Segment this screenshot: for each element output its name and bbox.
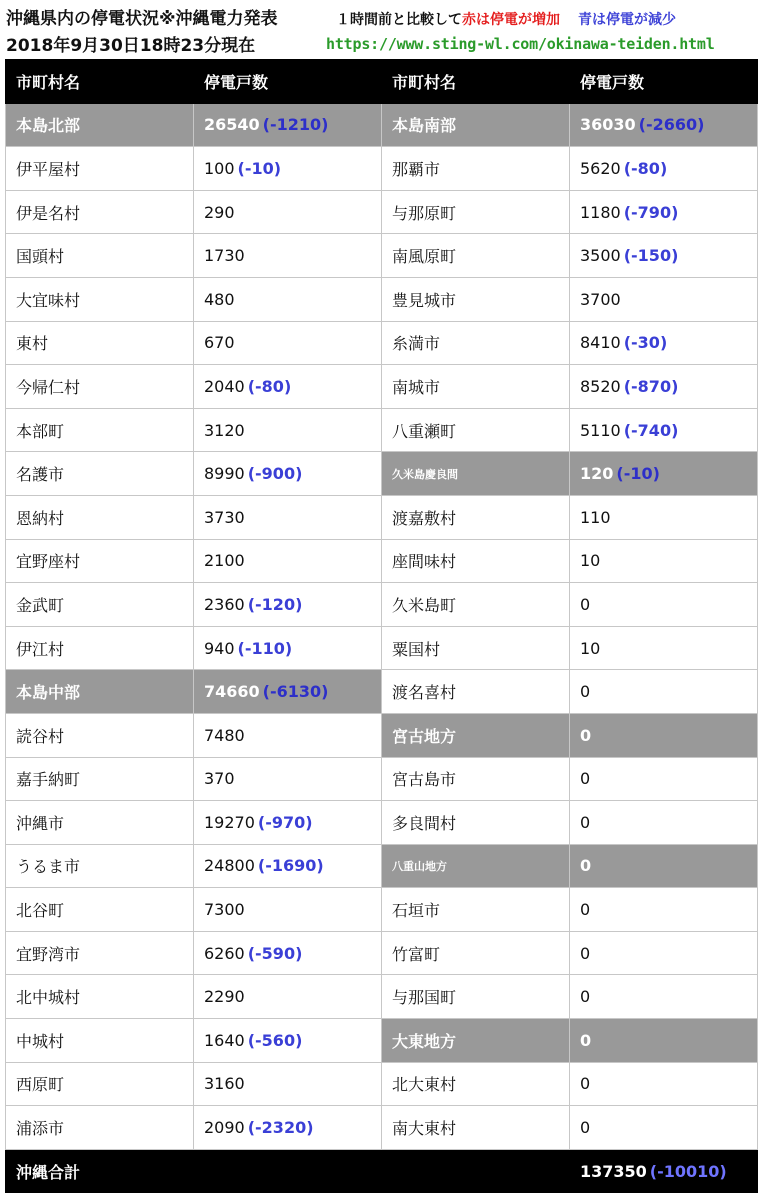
municipality-name: 多良間村 [382,801,570,845]
outage-count: 5110 [580,420,621,440]
outage-count: 480 [204,289,235,309]
municipality-name: 与那国町 [382,975,570,1019]
region-name: 本島南部 [382,103,570,147]
outage-count: 0 [580,682,591,702]
outage-count-cell [570,931,758,975]
outage-count-cell [194,975,382,1019]
municipality-name: 粟国村 [382,626,570,670]
outage-delta: (-2660) [638,115,705,135]
outage-delta: (-900) [247,464,303,484]
outage-count-cell [570,365,758,409]
municipality-name: 北谷町 [6,888,194,932]
municipality-name: 那覇市 [382,147,570,191]
table-header-row [6,60,758,104]
outage-count: 2090 [204,1118,245,1138]
table-row [6,365,758,409]
outage-delta: (-590) [247,943,303,963]
outage-count-cell [570,190,758,234]
table-row [6,190,758,234]
outage-count-cell [194,234,382,278]
outage-count: 3120 [204,420,245,440]
outage-count-cell [194,1062,382,1106]
outage-count: 0 [580,594,591,614]
page-title: 沖縄県内の停電状況※沖縄電力発表 [6,9,278,29]
table-row [6,801,758,845]
outage-table [5,59,758,1193]
region-name: 本島中部 [6,670,194,714]
table-row [6,321,758,365]
outage-count: 100 [204,158,235,178]
municipality-name: 恩納村 [6,495,194,539]
region-count-cell [570,713,758,757]
table-row [6,147,758,191]
outage-count: 7300 [204,900,245,920]
outage-delta: (-120) [247,594,303,614]
table-row [6,888,758,932]
outage-count: 6260 [204,943,245,963]
region-count-cell [570,103,758,147]
outage-count-cell [194,539,382,583]
outage-count: 2100 [204,551,245,571]
total-delta: (-10010) [649,1161,727,1181]
municipality-name: 中城村 [6,1019,194,1063]
region-count-cell [570,452,758,496]
outage-count: 5620 [580,158,621,178]
outage-count: 1730 [204,246,245,266]
table-row [6,757,758,801]
outage-count-cell [570,321,758,365]
outage-delta: (-560) [247,1030,303,1050]
outage-count: 7480 [204,725,245,745]
outage-count-cell [194,495,382,539]
outage-count: 36030 [580,115,636,135]
outage-count-cell [570,670,758,714]
outage-count: 2360 [204,594,245,614]
outage-delta: (-10) [237,158,282,178]
outage-count-cell [194,147,382,191]
timestamp: 2018年9月30日18時23分現在 [6,36,256,56]
outage-count: 670 [204,333,235,353]
legend [336,9,676,29]
legend-compare: １時間前と比較して [336,12,462,28]
table-row [6,713,758,757]
outage-count-cell [570,1062,758,1106]
table-row [6,277,758,321]
outage-count-cell [194,888,382,932]
legend-increase: 赤は停電が増加 [462,12,560,28]
region-count-cell [570,1019,758,1063]
column-header-municipality: 市町村名 [382,60,570,104]
outage-count: 0 [580,725,592,745]
outage-count: 3700 [580,289,621,309]
total-row [6,1149,758,1193]
region-name: 宮古地方 [382,713,570,757]
outage-count: 8410 [580,333,621,353]
outage-count: 0 [580,943,591,963]
table-row [6,1019,758,1063]
municipality-name: うるま市 [6,844,194,888]
outage-delta: (-740) [623,420,679,440]
outage-delta: (-30) [623,333,668,353]
outage-count-cell [570,495,758,539]
outage-count-cell [194,713,382,757]
outage-count: 2040 [204,376,245,396]
outage-count: 290 [204,202,235,222]
page-header [0,0,766,58]
outage-count-cell [194,321,382,365]
outage-count: 8520 [580,376,621,396]
municipality-name: 久米島町 [382,583,570,627]
outage-count-cell [194,408,382,452]
outage-count-cell [194,452,382,496]
municipality-name: 大宜味村 [6,277,194,321]
table-row [6,234,758,278]
outage-count: 3730 [204,507,245,527]
table-row [6,452,758,496]
region-count-cell [194,103,382,147]
municipality-name: 東村 [6,321,194,365]
outage-count: 940 [204,638,235,658]
outage-count: 0 [580,812,591,832]
outage-count-cell [194,1019,382,1063]
outage-count-cell [570,539,758,583]
outage-count: 8990 [204,464,245,484]
outage-count: 370 [204,769,235,789]
total-empty-cell [194,1149,382,1193]
outage-count: 3500 [580,246,621,266]
outage-delta: (-10) [616,464,660,484]
municipality-name: 宮古島市 [382,757,570,801]
total-count-cell [570,1149,758,1193]
municipality-name: 南風原町 [382,234,570,278]
outage-count: 10 [580,551,601,571]
outage-count-cell [194,801,382,845]
column-header-outages: 停電戸数 [570,60,758,104]
outage-count-cell [570,147,758,191]
municipality-name: 南城市 [382,365,570,409]
outage-count-cell [194,277,382,321]
outage-delta: (-870) [623,376,679,396]
municipality-name: 豊見城市 [382,277,570,321]
table-row [6,844,758,888]
table-row [6,408,758,452]
outage-count: 0 [580,1118,591,1138]
table-row [6,1062,758,1106]
outage-count: 10 [580,638,601,658]
municipality-name: 北大東村 [382,1062,570,1106]
municipality-name: 渡嘉敷村 [382,495,570,539]
outage-count: 3160 [204,1074,245,1094]
total-label: 沖縄合計 [6,1149,194,1193]
outage-count-cell [570,277,758,321]
outage-count: 26540 [204,115,260,135]
outage-count-cell [570,975,758,1019]
outage-count: 1180 [580,202,621,222]
table-row [6,931,758,975]
municipality-name: 本部町 [6,408,194,452]
outage-count-cell [570,888,758,932]
municipality-name: 伊平屋村 [6,147,194,191]
outage-count: 0 [580,1030,592,1050]
region-name: 久米島慶良間 [382,452,570,496]
outage-count: 2290 [204,987,245,1007]
outage-delta: (-80) [247,376,292,396]
column-header-outages: 停電戸数 [194,60,382,104]
total-count: 137350 [580,1161,647,1181]
outage-delta: (-150) [623,246,679,266]
outage-count-cell [570,626,758,670]
outage-count: 24800 [204,856,255,876]
municipality-name: 宜野湾市 [6,931,194,975]
municipality-name: 伊是名村 [6,190,194,234]
region-name: 八重山地方 [382,844,570,888]
outage-count: 0 [580,987,591,1007]
region-name: 本島北部 [6,103,194,147]
outage-delta: (-80) [623,158,668,178]
municipality-name: 今帰仁村 [6,365,194,409]
outage-count: 0 [580,769,591,789]
outage-count: 120 [580,464,614,484]
outage-count-cell [194,1106,382,1150]
municipality-name: 金武町 [6,583,194,627]
outage-count-cell [194,583,382,627]
outage-count-cell [570,801,758,845]
outage-count-cell [194,757,382,801]
outage-count-cell [194,931,382,975]
outage-count-cell [570,757,758,801]
outage-count-cell [194,844,382,888]
municipality-name: 沖縄市 [6,801,194,845]
municipality-name: 名護市 [6,452,194,496]
table-row [6,495,758,539]
region-name: 大東地方 [382,1019,570,1063]
outage-count-cell [570,583,758,627]
municipality-name: 石垣市 [382,888,570,932]
table-row [6,975,758,1019]
outage-delta: (-970) [257,812,313,832]
table-row [6,626,758,670]
municipality-name: 読谷村 [6,713,194,757]
municipality-name: 南大東村 [382,1106,570,1150]
total-empty-cell [382,1149,570,1193]
table-body [6,103,758,1149]
outage-count-cell [570,1106,758,1150]
municipality-name: 嘉手納町 [6,757,194,801]
municipality-name: 宜野座村 [6,539,194,583]
outage-count: 0 [580,856,592,876]
table-row [6,103,758,147]
table-row [6,539,758,583]
outage-delta: (-790) [623,202,679,222]
municipality-name: 糸満市 [382,321,570,365]
outage-count-cell [194,190,382,234]
outage-delta: (-1210) [262,115,329,135]
source-url: https://www.sting-wl.com/okinawa-teiden.html [326,35,715,53]
municipality-name: 渡名喜村 [382,670,570,714]
outage-count-cell [570,408,758,452]
municipality-name: 北中城村 [6,975,194,1019]
region-count-cell [570,844,758,888]
legend-decrease: 青は停電が減少 [578,12,676,28]
outage-count: 110 [580,507,611,527]
municipality-name: 与那原町 [382,190,570,234]
outage-count: 19270 [204,812,255,832]
municipality-name: 座間味村 [382,539,570,583]
outage-count: 0 [580,1074,591,1094]
municipality-name: 竹富町 [382,931,570,975]
outage-delta: (-110) [237,638,293,658]
outage-count-cell [570,234,758,278]
outage-delta: (-1690) [257,856,324,876]
outage-delta: (-6130) [262,682,329,702]
outage-count: 0 [580,900,591,920]
region-count-cell [194,670,382,714]
outage-count: 1640 [204,1030,245,1050]
table-row [6,583,758,627]
column-header-municipality: 市町村名 [6,60,194,104]
outage-count: 74660 [204,682,260,702]
municipality-name: 八重瀬町 [382,408,570,452]
outage-count-cell [194,365,382,409]
table-row [6,1106,758,1150]
outage-count-cell [194,626,382,670]
municipality-name: 西原町 [6,1062,194,1106]
municipality-name: 国頭村 [6,234,194,278]
outage-delta: (-2320) [247,1118,314,1138]
municipality-name: 浦添市 [6,1106,194,1150]
table-row [6,670,758,714]
municipality-name: 伊江村 [6,626,194,670]
